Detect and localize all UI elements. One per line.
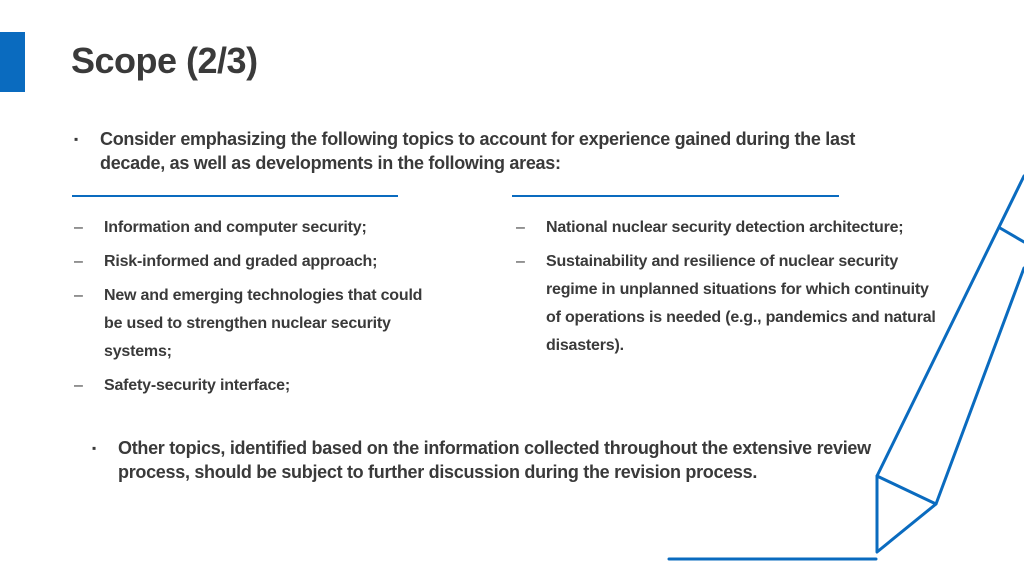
square-bullet-icon: ▪ <box>74 132 78 146</box>
slide-title: Scope (2/3) <box>71 40 258 81</box>
dash-bullet-icon: – <box>74 219 83 236</box>
dash-bullet-icon: – <box>516 253 525 270</box>
dash-bullet-icon: – <box>516 219 525 236</box>
dash-bullet-icon: – <box>74 287 83 304</box>
intro-text: Consider emphasizing the following topics to account for experience gained during the last decade, as well as developments in the following areas: <box>100 129 856 173</box>
closing-text: Other topics, identified based on the information collected throughout the extensive review process, should be subject to further discussion during the revision process. <box>118 438 871 482</box>
dash-bullet-icon: – <box>74 253 83 270</box>
list-item-text: Sustainability and resilience of nuclear security regime in unplanned situations for which continuity of operations is needed (e.g., pandemics and natural disasters). <box>546 253 936 354</box>
list-item-text: New and emerging technologies that could be used to strengthen nuclear security systems; <box>104 287 423 360</box>
list-item-text: Information and computer security; <box>104 219 367 236</box>
dash-bullet-icon: – <box>74 377 83 394</box>
list-item-text: Risk-informed and graded approach; <box>104 253 378 270</box>
square-bullet-icon: ▪ <box>92 441 96 455</box>
list-item-text: National nuclear security detection architecture; <box>546 219 904 236</box>
list-item-text: Safety-security interface; <box>104 377 290 394</box>
